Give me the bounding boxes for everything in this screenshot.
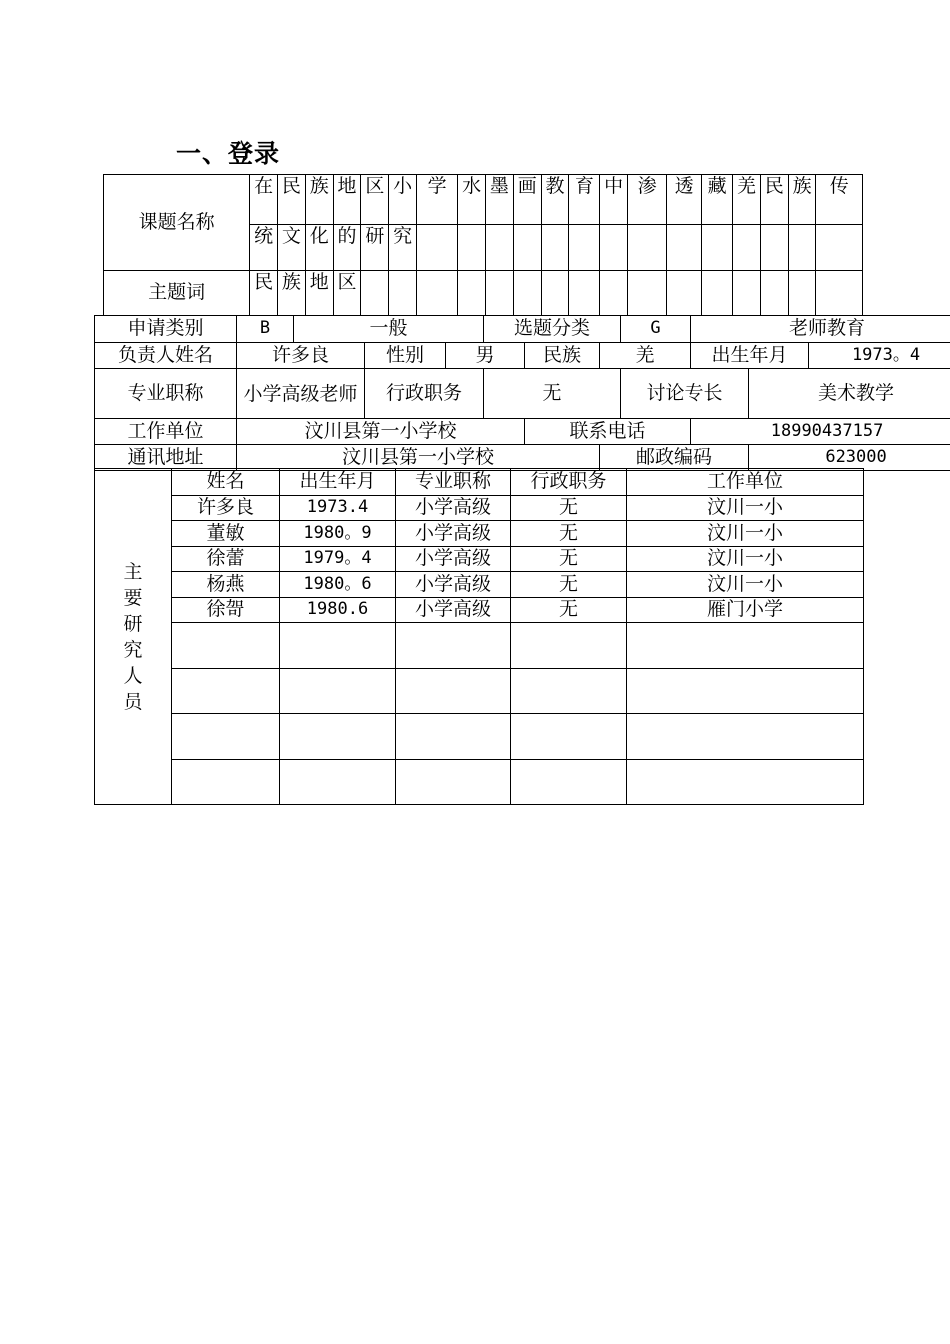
topic-char: 民 [760,175,788,225]
researcher-title [396,669,511,714]
topic-char [702,225,733,271]
researcher-admin-post: 无 [511,496,627,521]
topic-char: 统 [250,225,278,271]
topic-char [417,225,458,271]
table-row [95,760,864,805]
specialty: 美术教学 [749,369,950,419]
title-row [95,369,950,419]
researcher-name [172,623,280,669]
phone-label: 联系电话 [525,419,691,445]
researcher-name: 徐哿 [172,598,280,623]
topic-char: 的 [333,225,361,271]
header-name: 姓名 [172,469,280,496]
researchers-table [94,468,864,805]
topic-char: 墨 [486,175,514,225]
topic-char [816,225,863,271]
topic-char: 研 [361,225,389,271]
researcher-name: 许多良 [172,496,280,521]
topic-char: 藏 [702,175,733,225]
topic-char [569,225,600,271]
topic-row-1 [104,175,863,225]
researcher-title [396,623,511,669]
keyword-char [788,271,816,316]
topic-char [541,225,569,271]
keyword-char: 族 [278,271,306,316]
section-heading: 一、登录 [176,139,281,168]
keyword-char [513,271,541,316]
researcher-name [172,714,280,760]
table-row [95,572,864,598]
researcher-work-unit [627,714,864,760]
topic-char [667,225,702,271]
topic-char: 羌 [733,175,761,225]
keyword-char [417,271,458,316]
researcher-admin-post [511,623,627,669]
keyword-char [569,271,600,316]
topic-category-label: 选题分类 [484,316,621,343]
topic-char [486,225,514,271]
address-label: 通讯地址 [95,445,237,471]
gender: 男 [446,343,525,369]
researcher-title: 小学高级 [396,547,511,572]
header-birth: 出生年月 [280,469,396,496]
topic-char: 画 [513,175,541,225]
table-row [95,521,864,547]
topic-char: 传 [816,175,863,225]
researcher-name: 董敏 [172,521,280,547]
table-row [95,669,864,714]
work-unit: 汶川县第一小学校 [237,419,525,445]
researcher-birth [280,623,396,669]
researcher-name [172,760,280,805]
birth-label: 出生年月 [691,343,809,369]
address: 汶川县第一小学校 [237,445,600,471]
researcher-work-unit: 汶川一小 [627,572,864,598]
researcher-admin-post [511,669,627,714]
topic-char: 化 [305,225,333,271]
ethnicity: 羌 [600,343,691,369]
researcher-work-unit: 汶川一小 [627,521,864,547]
keyword-char [486,271,514,316]
researcher-admin-post: 无 [511,572,627,598]
researcher-name [172,669,280,714]
keyword-char [702,271,733,316]
researcher-birth: 1980。6 [280,572,396,598]
keyword-char: 地 [305,271,333,316]
researcher-title [396,760,511,805]
table-row [95,623,864,669]
keyword-char [361,271,389,316]
basic-info-table [94,315,950,471]
keyword-char [541,271,569,316]
researcher-birth: 1980。9 [280,521,396,547]
topic-char: 小 [389,175,417,225]
researcher-name: 徐蕾 [172,547,280,572]
apply-category-code: B [237,316,294,343]
researcher-birth: 1973.4 [280,496,396,521]
researcher-title [396,714,511,760]
topic-char [628,225,667,271]
researcher-work-unit: 雁门小学 [627,598,864,623]
keyword-char [733,271,761,316]
researcher-birth: 1979。4 [280,547,396,572]
researcher-admin-post [511,760,627,805]
header-work-unit: 工作单位 [627,469,864,496]
table-row [95,496,864,521]
topic-char [733,225,761,271]
apply-category-row [95,316,950,343]
header-admin-post: 行政职务 [511,469,627,496]
ethnicity-label: 民族 [525,343,600,369]
researcher-title: 小学高级 [396,572,511,598]
phone: 18990437157 [691,419,950,445]
researcher-title: 小学高级 [396,521,511,547]
apply-category-value: 一般 [294,316,484,343]
work-unit-row [95,419,950,445]
researcher-admin-post: 无 [511,521,627,547]
researcher-birth [280,669,396,714]
leader-row [95,343,950,369]
keyword-char [600,271,628,316]
topic-char: 究 [389,225,417,271]
topic-char: 渗 [628,175,667,225]
researchers-header-row [95,469,864,496]
researcher-birth: 1980.6 [280,598,396,623]
topic-char: 在 [250,175,278,225]
researcher-work-unit: 汶川一小 [627,547,864,572]
topic-char [513,225,541,271]
topic-char: 透 [667,175,702,225]
topic-char [788,225,816,271]
researcher-work-unit [627,623,864,669]
gender-label: 性别 [365,343,446,369]
topic-table [103,174,863,316]
topic-char [600,225,628,271]
table-row [95,547,864,572]
researcher-work-unit [627,669,864,714]
keyword-char [389,271,417,316]
keyword-row [104,271,863,316]
table-row [95,714,864,760]
postcode-label: 邮政编码 [600,445,749,471]
apply-category-label: 申请类别 [95,316,237,343]
researcher-name: 杨燕 [172,572,280,598]
admin-post-label: 行政职务 [365,369,484,419]
researcher-work-unit: 汶川一小 [627,496,864,521]
topic-char: 水 [458,175,486,225]
topic-char: 族 [305,175,333,225]
topic-char: 地 [333,175,361,225]
topic-char [760,225,788,271]
birth: 1973。4 [809,343,950,369]
leader-name: 许多良 [237,343,365,369]
topic-char: 学 [417,175,458,225]
topic-char: 族 [788,175,816,225]
keyword-char [667,271,702,316]
topic-char: 中 [600,175,628,225]
researcher-admin-post: 无 [511,547,627,572]
keyword-char: 民 [250,271,278,316]
topic-name-label: 课题名称 [104,175,250,271]
work-unit-label: 工作单位 [95,419,237,445]
keywords-label: 主题词 [104,271,250,316]
topic-char [458,225,486,271]
researcher-birth [280,714,396,760]
keyword-char [458,271,486,316]
keyword-char [816,271,863,316]
title: 小学高级老师 [237,369,365,419]
topic-char: 文 [278,225,306,271]
topic-char: 区 [361,175,389,225]
researcher-title: 小学高级 [396,598,511,623]
researchers-side-label: 主要研究人员 [95,469,172,805]
title-label: 专业职称 [95,369,237,419]
leader-name-label: 负责人姓名 [95,343,237,369]
postcode: 623000 [749,445,950,471]
researcher-work-unit [627,760,864,805]
specialty-label: 讨论专长 [621,369,749,419]
address-row [95,445,950,471]
topic-category-code: G [621,316,691,343]
topic-char: 民 [278,175,306,225]
topic-char: 教 [541,175,569,225]
admin-post: 无 [484,369,621,419]
researcher-birth [280,760,396,805]
researcher-title: 小学高级 [396,496,511,521]
header-title: 专业职称 [396,469,511,496]
keyword-char: 区 [333,271,361,316]
researcher-admin-post: 无 [511,598,627,623]
keyword-char [760,271,788,316]
topic-char: 育 [569,175,600,225]
researcher-admin-post [511,714,627,760]
topic-category-value: 老师教育 [691,316,950,343]
keyword-char [628,271,667,316]
table-row [95,598,864,623]
